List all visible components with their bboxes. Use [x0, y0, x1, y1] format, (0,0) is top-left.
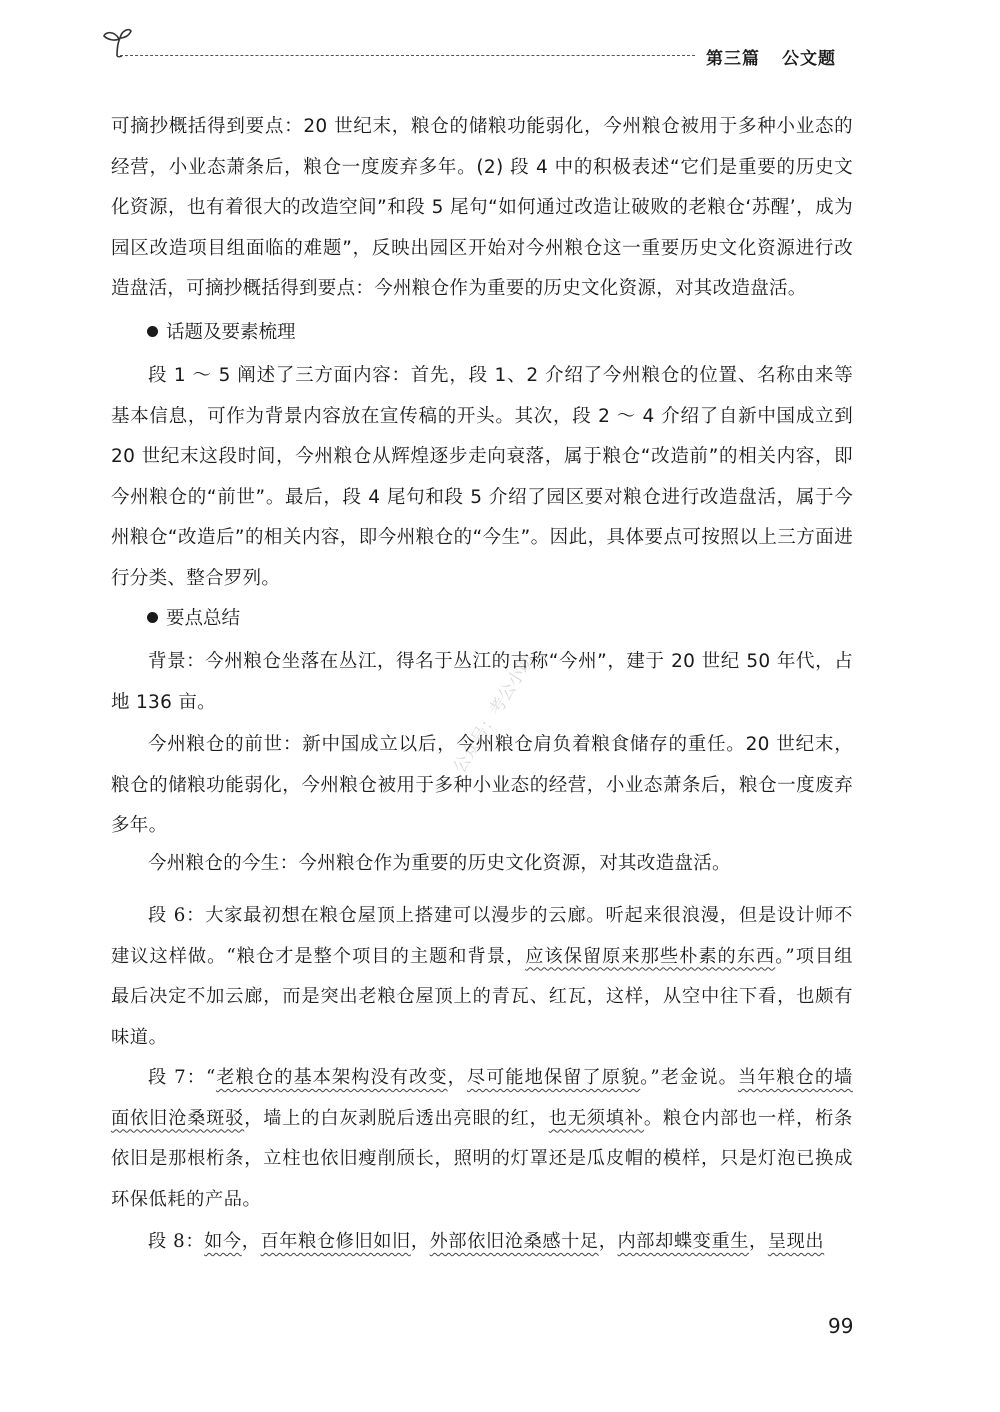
section-title: 公文题 [782, 49, 836, 69]
underlined-phrase: 呈现出 [767, 1231, 825, 1252]
underlined-phrase: 内部却蝶变重生 [617, 1231, 750, 1252]
intro-paragraph: 可摘抄概括得到要点：20 世纪末，粮仓的储粮功能弱化，今州粮仓被用于多种小业态的经营，小业态萧条后，粮仓一度废弃多年。(2) 段 4 中的积极表述“它们是重要的历史文化资源，也有着很大的改造空间”和段 5 尾句“如何通过改造让破败的老粮仓‘苏醒’，成为园区改造项目组面临的难题”，反映出园区开始对今州粮仓这一重要历史文化资源进行改造盘活，可摘抄概括得到要点：今州粮仓作为重要的历史文化资源，对其改造盘活。 [111, 116, 853, 299]
present-paragraph: 今州粮仓的今生：今州粮仓作为重要的历史文化资源，对其改造盘活。 [148, 853, 731, 874]
underlined-phrase: 外部依旧沧桑感十足 [429, 1231, 599, 1252]
source-paragraph-6: 段 6：大家最初想在粮仓屋顶上搭建可以漫步的云廊。听起来很浪漫，但是设计师不建议这样做。“粮仓才是整个项目的主题和背景，应该保留原来那些朴素的东西。”项目组最后决定不加云廊，而是突出老粮仓屋顶上的青瓦、红瓦，这样，从空中往下看，也颇有味道。 [111, 905, 853, 1048]
heading-summary: 要点总结 [147, 604, 240, 634]
heading-topics: 话题及要素梳理 [147, 318, 296, 348]
source-paragraph-8: 段 8：如今，百年粮仓修旧如旧，外部依旧沧桑感十足，内部却蝶变重生，呈现出 [148, 1231, 825, 1252]
underlined-phrase: 如今 [204, 1231, 242, 1252]
underlined-phrase: 尽可能地保留了原貌 [466, 1067, 641, 1088]
running-header [706, 44, 836, 69]
underlined-phrase: 也无须填补 [548, 1107, 644, 1129]
header-divider [120, 55, 695, 56]
underlined-phrase: 应该保留原来那些朴素的东西 [525, 945, 776, 967]
watermark: 公众号：考公小助 [449, 650, 539, 777]
source-paragraph-7: 段 7：“老粮仓的基本架构没有改变，尽可能地保留了原貌。”老金说。当年粮仓的墙面依旧沧桑斑驳，墙上的白灰剥脱后透出亮眼的红，也无须填补。粮仓内部也一样，桁条依旧是那根桁条，立柱也依旧瘦削颀长，照明的灯罩还是瓜皮帽的模样，只是灯泡已换成环保低耗的产品。 [111, 1067, 853, 1210]
part-label: 第三篇 [706, 49, 760, 69]
bullet-icon [147, 612, 158, 623]
topics-paragraph: 段 1 ～ 5 阐述了三方面内容：首先，段 1、2 介绍了今州粮仓的位置、名称由来等基本信息，可作为背景内容放在宣传稿的开头。其次，段 2 ～ 4 介绍了自新中国成立到 20 世纪末这段时间，今州粮仓从辉煌逐步走向衰落，属于粮仓“改造前”的相关内容，即今州粮仓的“前世”。最后，段 4 尾句和段 5 介绍了园区要对粮仓进行改造盘活，属于今州粮仓“改造后”的相关内容，即今州粮仓的“今生”。因此，具体要点可按照以上三方面进行分类、整合罗列。 [111, 365, 853, 589]
background-paragraph: 背景：今州粮仓坐落在丛江，得名于丛江的古称“今州”，建于 20 世纪 50 年代，占地 136 亩。 [111, 651, 853, 713]
page-number: 99 [828, 1314, 854, 1338]
underlined-phrase: 百年粮仓修旧如旧 [260, 1231, 411, 1252]
bullet-icon [147, 326, 158, 337]
past-paragraph: 今州粮仓的前世：新中国成立以后，今州粮仓肩负着粮食储存的重任。20 世纪末，粮仓的储粮功能弱化，今州粮仓被用于多种小业态的经营，小业态萧条后，粮仓一度废弃多年。 [111, 734, 853, 836]
underlined-phrase: 当年粮仓的墙面依旧沧桑斑驳 [111, 1067, 853, 1129]
underlined-phrase: 老粮仓的基本架构没有改变 [215, 1067, 448, 1088]
sprout-icon [102, 26, 132, 58]
